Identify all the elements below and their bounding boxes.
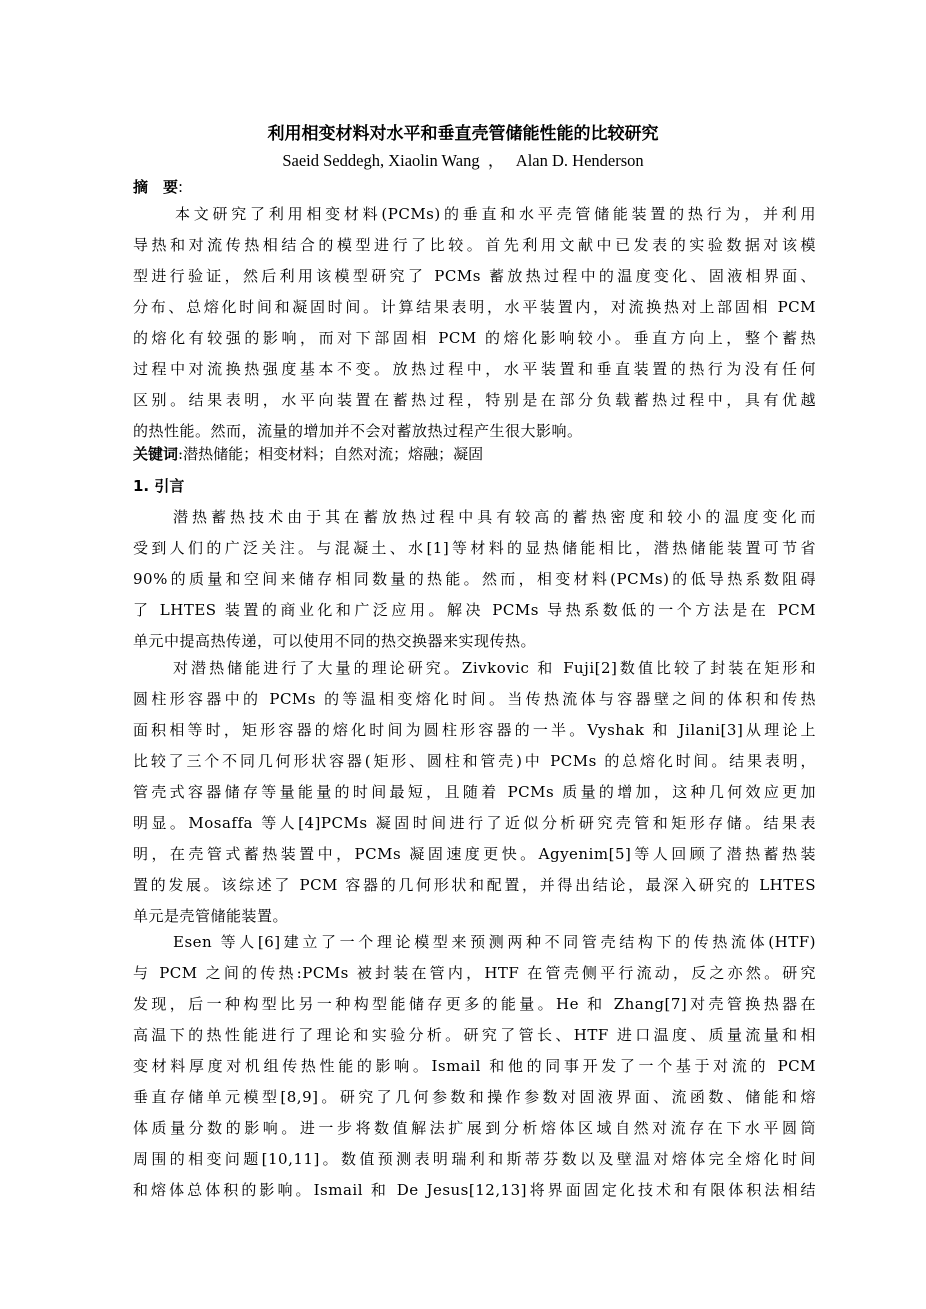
paragraph-line: 周围的相变问题[10,11]。数值预测表明瑞利和斯蒂芬数以及壁温对熔体完全熔化时间	[133, 1150, 816, 1168]
paragraph-line: 圆柱形容器中的 PCMs 的等温相变熔化时间。当传热流体与容器壁之间的体积和传热	[133, 690, 816, 708]
abstract-heading	[133, 174, 183, 200]
paragraph-line: 对潜热储能进行了大量的理论研究。Zivkovic 和 Fuji[2]数值比较了封装在矩形和	[173, 659, 816, 677]
paragraph-2	[133, 653, 816, 932]
abstract-line: 的熔化有较强的影响，而对下部固相 PCM 的熔化影响较小。垂直方向上，整个蓄热	[133, 329, 816, 347]
paragraph-line: 受到人们的广泛关注。与混凝土、水[1]等材料的显热储能相比，潜热储能装置可节省	[133, 539, 816, 557]
paragraph-line: 管壳式容器储存等量能量的时间最短，且随着 PCMs 质量的增加，这种几何效应更加	[133, 783, 816, 801]
paragraph-line: 比较了三个不同几何形状容器(矩形、圆柱和管壳)中 PCMs 的总熔化时间。结果表明，	[133, 752, 816, 770]
paragraph-line: 90%的质量和空间来储存相同数量的热能。然而，相变材料(PCMs)的低导热系数阻碍	[133, 570, 816, 588]
paragraph-line: 发现，后一种构型比另一种构型能储存更多的能量。He 和 Zhang[7]对壳管换热器在	[133, 995, 816, 1013]
keywords-text: :潜热储能；相变材料；自然对流；熔融；凝固	[178, 445, 484, 463]
abstract-label-part1: 摘	[133, 178, 149, 196]
keywords	[133, 441, 483, 467]
paragraph-line: 潜热蓄热技术由于其在蓄放热过程中具有较高的蓄热密度和较小的温度变化而	[173, 508, 816, 526]
paragraph-line: 垂直存储单元模型[8,9]。研究了几何参数和操作参数对固液界面、流函数、储能和熔	[133, 1088, 816, 1106]
abstract-line: 本文研究了利用相变材料(PCMs)的垂直和水平壳管储能装置的热行为，并利用	[175, 205, 816, 223]
paragraph-line: 体质量分数的影响。进一步将数值解法扩展到分析熔体区域自然对流存在下水平圆筒	[133, 1119, 816, 1137]
paragraph-line: 变材料厚度对机组传热性能的影响。Ismail 和他的同事开发了一个基于对流的 PCM	[133, 1057, 816, 1075]
abstract-line: 型进行验证，然后利用该模型研究了 PCMs 蓄放热过程中的温度变化、固液相界面、	[133, 267, 816, 285]
paragraph-line: 明，在壳管式蓄热装置中，PCMs 凝固速度更快。Agyenim[5]等人回顾了潜热蓄热装	[133, 845, 816, 863]
keywords-label: 关键词	[133, 445, 179, 463]
abstract-body	[133, 199, 816, 447]
abstract-line: 过程中对流换热强度基本不变。放热过程中，水平装置和垂直装置的热行为没有任何	[133, 360, 816, 378]
paragraph-line: 面积相等时，矩形容器的熔化时间为圆柱形容器的一半。Vyshak 和 Jilani[3]从理论上	[133, 721, 816, 739]
paragraph-1	[133, 502, 816, 657]
abstract-colon: :	[178, 178, 184, 196]
paper-authors: Saeid Seddegh, Xiaolin Wang ， Alan D. Henderson	[282, 151, 644, 170]
paragraph-line: 单元中提高热传递，可以使用不同的热交换器来实现传热。	[133, 632, 537, 650]
paper-title: 利用相变材料对水平和垂直壳管储能性能的比较研究	[267, 124, 659, 144]
paragraph-line: 置的发展。该综述了 PCM 容器的几何形状和配置，并得出结论，最深入研究的 LHTES	[133, 876, 816, 894]
paragraph-line: 明显。Mosaffa 等人[4]PCMs 凝固时间进行了近似分析研究壳管和矩形存储。结果表	[133, 814, 816, 832]
abstract-label-part2: 要	[163, 178, 179, 196]
abstract-line: 分布、总熔化时间和凝固时间。计算结果表明，水平装置内，对流换热对上部固相 PCM	[133, 298, 816, 316]
section-heading-introduction: 1. 引言	[133, 477, 185, 495]
abstract-line: 区别。结果表明，水平向装置在蓄热过程，特别是在部分负载蓄热过程中，具有优越	[133, 391, 816, 409]
paragraph-line: 高温下的热性能进行了理论和实验分析。研究了管长、HTF 进口温度、质量流量和相	[133, 1026, 816, 1044]
abstract-line: 的热性能。然而，流量的增加并不会对蓄放热过程产生很大影响。	[133, 422, 583, 440]
paragraph-line: 与 PCM 之间的传热:PCMs 被封装在管内，HTF 在管壳侧平行流动，反之亦然。研究	[133, 964, 816, 982]
paragraph-line: 了 LHTES 装置的商业化和广泛应用。解决 PCMs 导热系数低的一个方法是在 PCM	[133, 601, 816, 619]
paragraph-line: Esen 等人[6]建立了一个理论模型来预测两种不同管壳结构下的传热流体(HTF)	[173, 933, 816, 951]
paragraph-line: 单元是壳管储能装置。	[133, 907, 289, 925]
abstract-line: 导热和对流传热相结合的模型进行了比较。首先利用文献中已发表的实验数据对该模	[133, 236, 816, 254]
paragraph-3	[133, 927, 816, 1206]
paragraph-line: 和熔体总体积的影响。Ismail 和 De Jesus[12,13]将界面固定化技术和有限体积法相结	[133, 1181, 816, 1199]
